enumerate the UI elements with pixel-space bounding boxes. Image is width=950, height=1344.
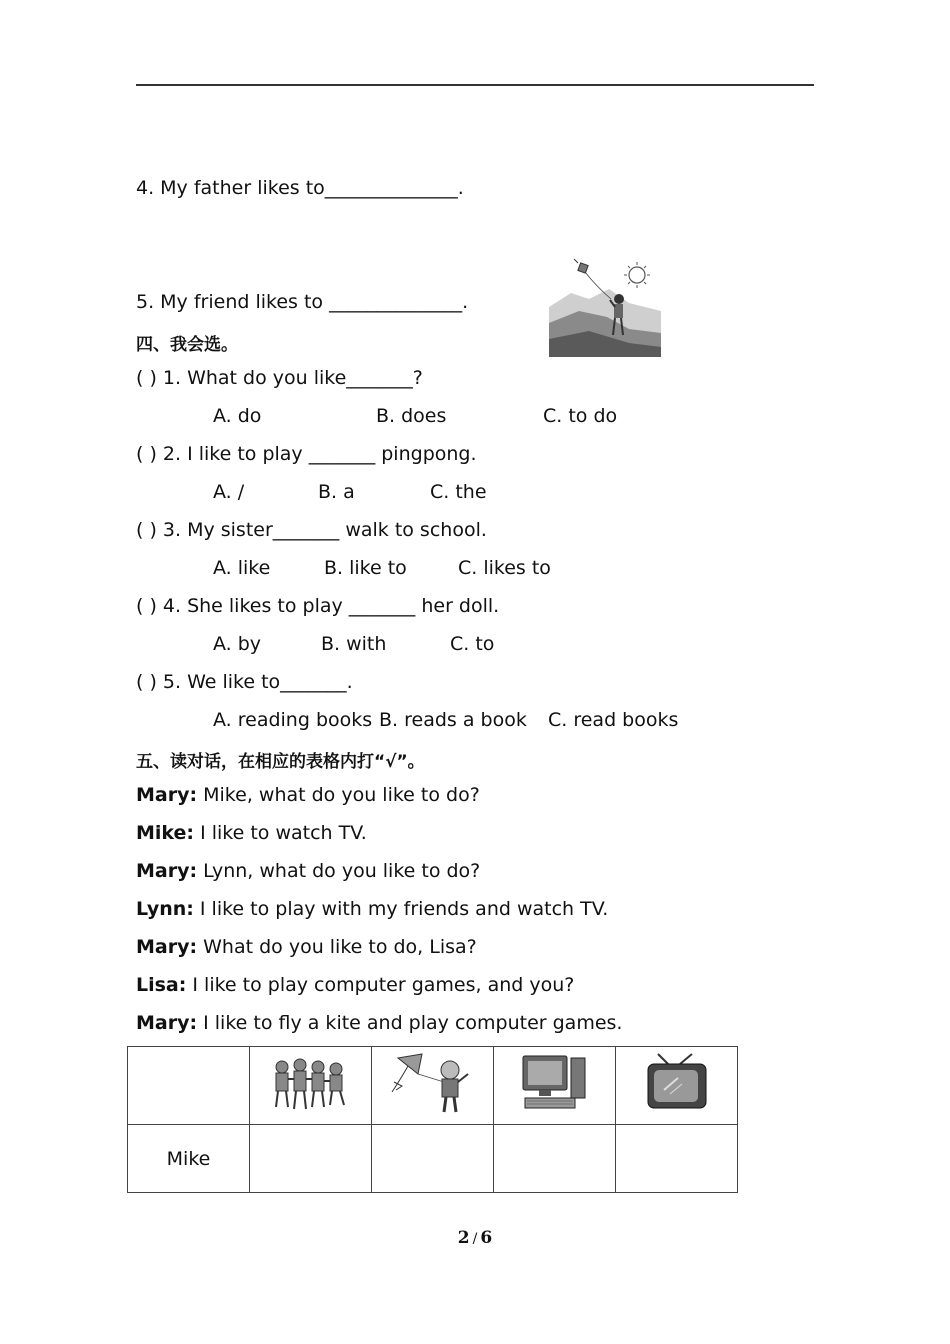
speaker: Mary:	[136, 784, 198, 806]
kite-flying-icon	[388, 1052, 478, 1114]
q5-option-c: C. read books	[548, 709, 679, 731]
q1-option-a: A. do	[213, 405, 262, 427]
q2-option-a: A. /	[213, 481, 245, 503]
dialogue-line	[136, 822, 367, 844]
header-cell-friends	[250, 1047, 372, 1125]
computer-icon	[519, 1052, 591, 1114]
utterance: Mike, what do you like to do?	[197, 784, 480, 806]
speaker: Mary:	[136, 860, 198, 882]
total-pages: 6	[480, 1228, 493, 1248]
current-page: 2	[457, 1228, 470, 1248]
choice-question-1: ( ) 1. What do you like_______?	[136, 367, 423, 389]
q3-option-a: A. like	[213, 557, 271, 579]
utterance: I like to play computer games, and you?	[186, 974, 575, 996]
speaker: Lynn:	[136, 898, 194, 920]
utterance: I like to watch TV.	[194, 822, 367, 844]
table-row	[128, 1125, 738, 1193]
dialogue-line	[136, 898, 608, 920]
speaker: Lisa:	[136, 974, 187, 996]
q2-option-b: B. a	[318, 481, 355, 503]
check-cell[interactable]	[250, 1125, 372, 1193]
utterance: I like to fly a kite and play computer games.	[197, 1012, 623, 1034]
utterance: I like to play with my friends and watch TV.	[193, 898, 609, 920]
utterance: What do you like to do, Lisa?	[197, 936, 477, 958]
q4-option-b: B. with	[321, 633, 387, 655]
tv-icon	[644, 1052, 710, 1114]
header-cell-kite	[372, 1047, 494, 1125]
q3-option-c: C. likes to	[458, 557, 551, 579]
q1-option-b: B. does	[376, 405, 447, 427]
table-corner-cell	[128, 1047, 250, 1125]
header-cell-computer	[494, 1047, 616, 1125]
header-cell-tv	[616, 1047, 738, 1125]
row-name-cell: Mike	[128, 1125, 250, 1193]
utterance: Lynn, what do you like to do?	[197, 860, 481, 882]
check-cell[interactable]	[372, 1125, 494, 1193]
table-header-row	[128, 1047, 738, 1125]
dialogue-line	[136, 1012, 622, 1034]
speaker: Mary:	[136, 1012, 198, 1034]
q4-option-a: A. by	[213, 633, 262, 655]
dialogue-line	[136, 936, 477, 958]
fill-question-5: 5. My friend likes to ______________.	[136, 291, 469, 313]
q2-option-c: C. the	[430, 481, 487, 503]
q1-option-c: C. to do	[543, 405, 618, 427]
dialogue-line	[136, 974, 574, 996]
kite-on-hill-icon	[549, 259, 661, 357]
section-5-title: 五、读对话，在相应的表格内打“√”。	[136, 752, 425, 772]
friends-playing-icon	[268, 1053, 354, 1113]
activity-table	[127, 1046, 738, 1193]
choice-question-2: ( ) 2. I like to play _______ pingpong.	[136, 443, 477, 465]
speaker: Mary:	[136, 936, 198, 958]
fill-question-4: 4. My father likes to______________.	[136, 177, 464, 199]
check-cell[interactable]	[494, 1125, 616, 1193]
q5-option-a: A. reading books	[213, 709, 373, 731]
speaker: Mike:	[136, 822, 195, 844]
q3-option-b: B. like to	[324, 557, 407, 579]
q5-option-b: B. reads a book	[379, 709, 527, 731]
q4-option-c: C. to	[450, 633, 495, 655]
dialogue-line	[136, 860, 480, 882]
choice-question-4: ( ) 4. She likes to play _______ her doll.	[136, 595, 500, 617]
header-rule	[136, 84, 814, 86]
choice-question-3: ( ) 3. My sister_______ walk to school.	[136, 519, 487, 541]
page-separator: /	[472, 1231, 478, 1247]
page-number	[0, 1228, 950, 1248]
choice-question-5: ( ) 5. We like to_______.	[136, 671, 353, 693]
dialogue-line	[136, 784, 480, 806]
check-cell[interactable]	[616, 1125, 738, 1193]
section-4-title: 四、我会选。	[136, 335, 238, 355]
